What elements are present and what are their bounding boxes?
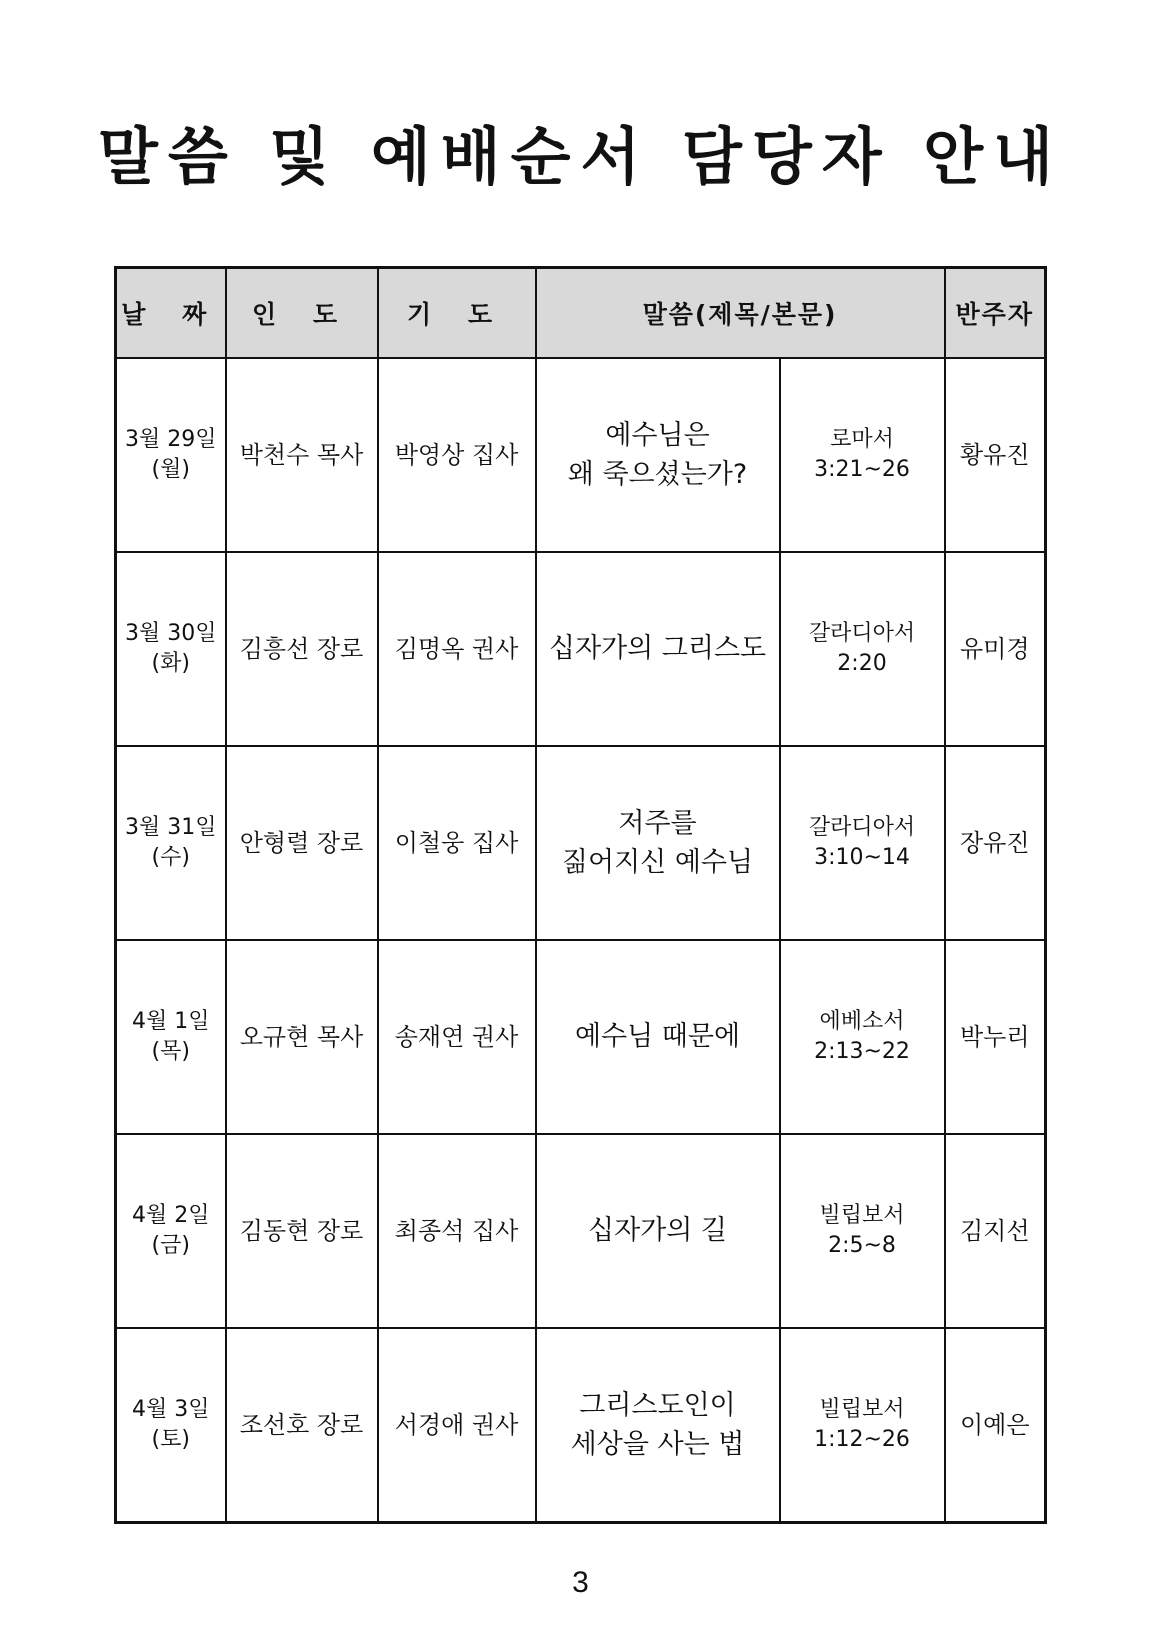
header-leader: 인 도 bbox=[226, 268, 378, 359]
sermon-title-line: 세상을 사는 법 bbox=[570, 1429, 745, 1460]
table-row bbox=[116, 358, 1046, 552]
date-text: 3월 29일 bbox=[125, 427, 217, 453]
sermon-title-line: 십자가의 그리스도 bbox=[548, 633, 767, 665]
accompanist-cell: 유미경 bbox=[945, 552, 1046, 746]
sermon-title-line: 그리스도인이 bbox=[579, 1389, 736, 1421]
table-row bbox=[116, 552, 1046, 746]
sermon-title-cell bbox=[536, 552, 780, 746]
passage-verses: 2:5~8 bbox=[828, 1233, 896, 1258]
passage-book: 갈라디아서 bbox=[808, 815, 916, 841]
leader-cell: 조선호 장로 bbox=[226, 1328, 378, 1523]
prayer-cell: 최종석 집사 bbox=[378, 1134, 536, 1328]
prayer-cell: 김명옥 권사 bbox=[378, 552, 536, 746]
sermon-title-line: 왜 죽으셨는가? bbox=[567, 459, 748, 490]
accompanist-cell: 장유진 bbox=[945, 746, 1046, 940]
table-row bbox=[116, 1134, 1046, 1328]
prayer-cell: 박영상 집사 bbox=[378, 358, 536, 552]
date-text: 3월 30일 bbox=[125, 621, 217, 647]
sermon-passage-cell bbox=[780, 1134, 945, 1328]
sermon-title-cell bbox=[536, 1134, 780, 1328]
date-text: 3월 31일 bbox=[125, 815, 217, 841]
passage-verses: 2:13~22 bbox=[814, 1039, 910, 1064]
page-number: 3 bbox=[572, 1566, 589, 1599]
date-text: 4월 1일 bbox=[132, 1009, 210, 1035]
page-title: 말씀 및 예배순서 담당자 안내 bbox=[97, 120, 1064, 193]
day-text: (토) bbox=[151, 1427, 190, 1452]
day-text: (화) bbox=[151, 651, 190, 676]
day-text: (금) bbox=[151, 1233, 190, 1258]
day-text: (목) bbox=[151, 1039, 190, 1064]
passage-book: 빌립보서 bbox=[819, 1397, 905, 1423]
sermon-title-cell bbox=[536, 358, 780, 552]
day-text: (월) bbox=[151, 457, 190, 482]
date-cell bbox=[116, 358, 226, 552]
header-sermon: 말씀(제목/본문) bbox=[536, 268, 945, 359]
sermon-title-line: 예수님은 bbox=[605, 419, 710, 451]
prayer-cell: 서경애 권사 bbox=[378, 1328, 536, 1523]
sermon-passage-cell bbox=[780, 746, 945, 940]
day-text: (수) bbox=[151, 845, 190, 870]
accompanist-cell: 황유진 bbox=[945, 358, 1046, 552]
header-prayer: 기 도 bbox=[378, 268, 536, 359]
sermon-title-line: 예수님 때문에 bbox=[574, 1021, 741, 1053]
date-cell bbox=[116, 1328, 226, 1523]
table-row bbox=[116, 1328, 1046, 1523]
passage-book: 로마서 bbox=[830, 427, 894, 453]
date-cell bbox=[116, 746, 226, 940]
passage-verses: 2:20 bbox=[837, 651, 887, 676]
accompanist-cell: 이예은 bbox=[945, 1328, 1046, 1523]
sermon-passage-cell bbox=[780, 552, 945, 746]
passage-book: 에베소서 bbox=[819, 1009, 905, 1035]
header-row bbox=[116, 268, 1046, 359]
leader-cell: 박천수 목사 bbox=[226, 358, 378, 552]
date-cell bbox=[116, 940, 226, 1134]
date-text: 4월 3일 bbox=[132, 1397, 210, 1423]
passage-verses: 3:10~14 bbox=[814, 845, 910, 870]
date-text: 4월 2일 bbox=[132, 1203, 210, 1229]
sermon-title-cell bbox=[536, 746, 780, 940]
sermon-passage-cell bbox=[780, 1328, 945, 1523]
prayer-cell: 이철웅 집사 bbox=[378, 746, 536, 940]
passage-verses: 3:21~26 bbox=[814, 457, 910, 482]
sermon-title-line: 짊어지신 예수님 bbox=[561, 847, 754, 878]
passage-verses: 1:12~26 bbox=[814, 1427, 910, 1452]
sermon-passage-cell bbox=[780, 358, 945, 552]
prayer-cell: 송재연 권사 bbox=[378, 940, 536, 1134]
leader-cell: 김동현 장로 bbox=[226, 1134, 378, 1328]
header-date: 날 짜 bbox=[116, 268, 226, 359]
leader-cell: 오규현 목사 bbox=[226, 940, 378, 1134]
date-cell bbox=[116, 552, 226, 746]
sermon-title-line: 저주를 bbox=[618, 807, 697, 839]
sermon-title-cell bbox=[536, 1328, 780, 1523]
accompanist-cell: 김지선 bbox=[945, 1134, 1046, 1328]
accompanist-cell: 박누리 bbox=[945, 940, 1046, 1134]
passage-book: 갈라디아서 bbox=[808, 621, 916, 647]
date-cell bbox=[116, 1134, 226, 1328]
leader-cell: 안형렬 장로 bbox=[226, 746, 378, 940]
schedule-table bbox=[114, 266, 1047, 1524]
passage-book: 빌립보서 bbox=[819, 1203, 905, 1229]
sermon-title-line: 십자가의 길 bbox=[588, 1215, 727, 1247]
leader-cell: 김흥선 장로 bbox=[226, 552, 378, 746]
table-row bbox=[116, 940, 1046, 1134]
sermon-passage-cell bbox=[780, 940, 945, 1134]
table-row bbox=[116, 746, 1046, 940]
sermon-title-cell bbox=[536, 940, 780, 1134]
header-accompanist: 반주자 bbox=[945, 268, 1046, 359]
